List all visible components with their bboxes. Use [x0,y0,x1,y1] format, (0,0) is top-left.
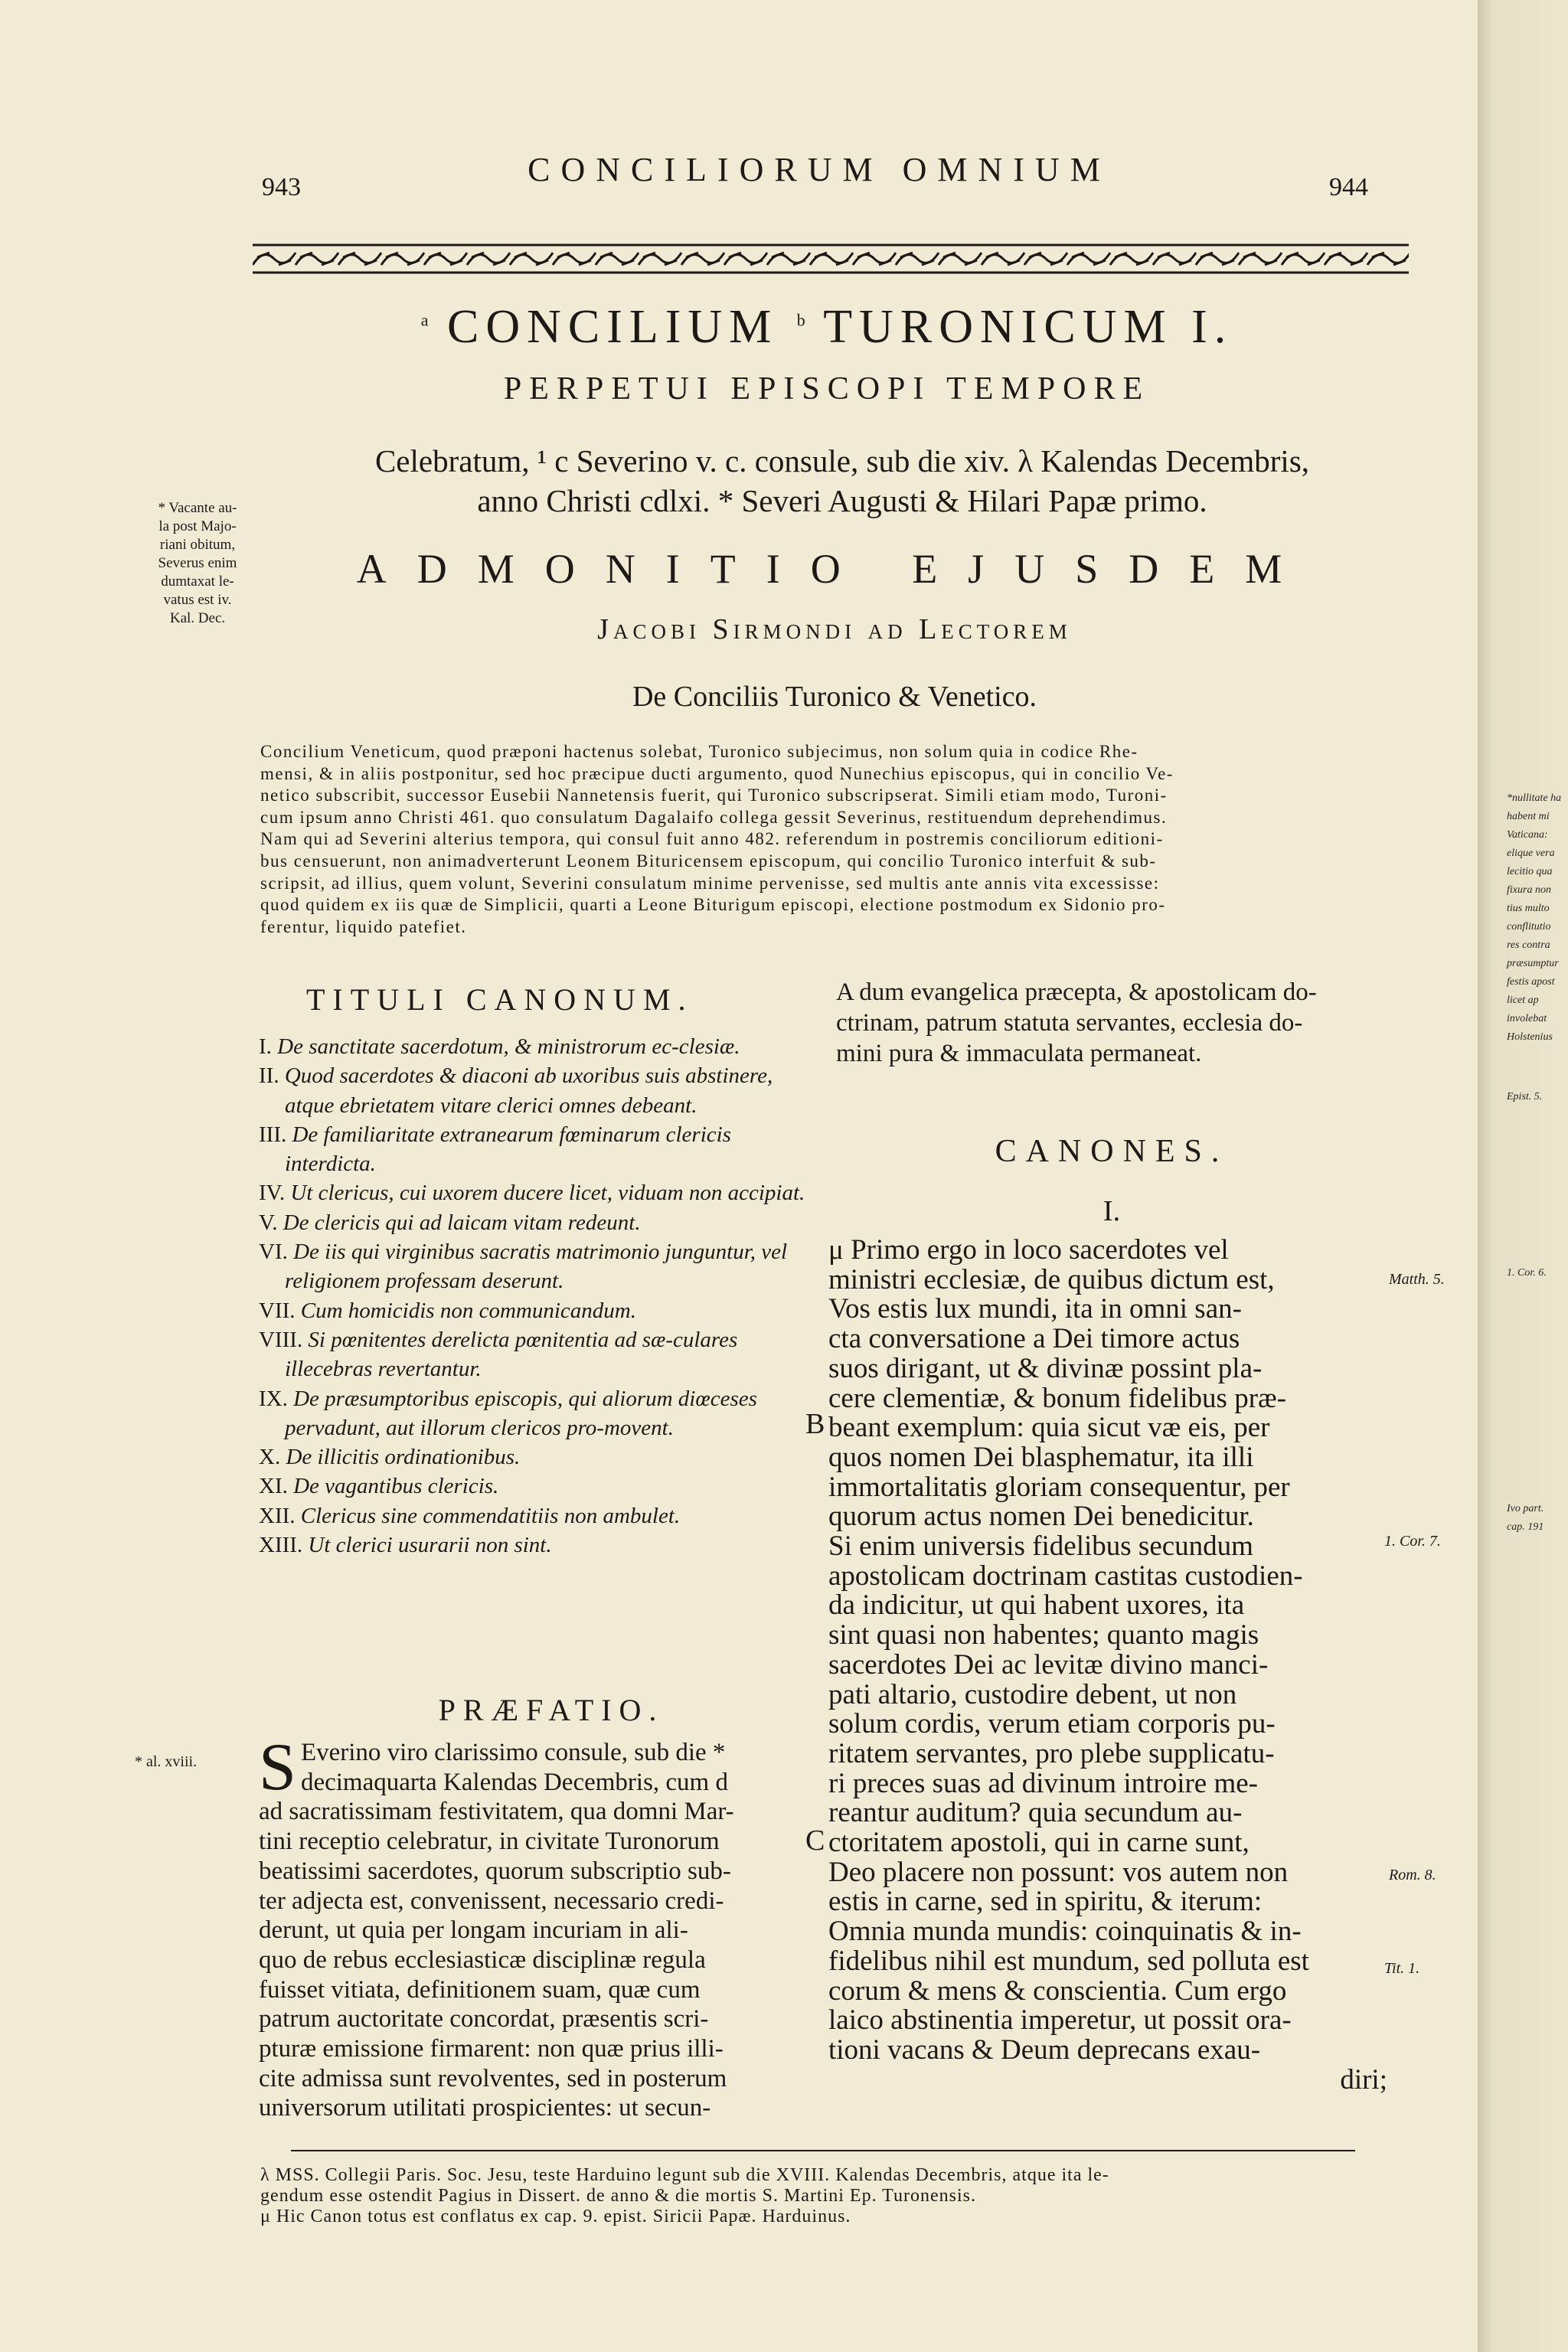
next-page-note: fixura non [1507,884,1551,896]
tituli-item [259,1120,807,1179]
canon-line: Omnia munda mundis: coinquinatis & in- [828,1916,1302,1948]
tituli-item [259,1237,807,1296]
running-title: CONCILIORUM OMNIUM [528,151,1111,188]
tituli-item-text: Cum homicidis non communicandum. [300,1298,636,1323]
next-page-note: 1. Cor. 6. [1507,1267,1547,1279]
canon-line: estis in carne, sed in spiritu, & iterum: [828,1886,1263,1918]
tituli-item-text: De iis qui virginibus sacratis matrimonio junguntur, vel religionem professam deserunt. [285,1240,788,1294]
tituli-item-text: Ut clerici usurarii non sint. [308,1533,552,1558]
next-page-note: tius multo [1507,903,1550,914]
next-page-note: festis apost [1507,976,1555,988]
ornament-swirl [553,253,596,265]
tituli-item-number: XII. [259,1503,301,1528]
ornament-swirl [1110,253,1153,265]
intro-line: bus censuerunt, non animadverterunt Leonem Bituricensem episcopum, qui concilio Turonico interfuit & sub- [260,851,1157,871]
canon-text [828,1236,1387,2095]
margin-note-line: riani obitum, [159,537,236,553]
ornament-swirl [767,253,810,265]
ornament-swirl [1367,253,1409,265]
tituli-item-text: Si pœnitentes derelicta pœnitentia ad sæ-culares illecebras revertantur. [285,1327,738,1382]
praefatio-line: pturæ emissione firmarent: non quæ prius illi- [259,2035,724,2063]
tituli-item-number: X. [259,1445,286,1470]
ornament-swirl [467,253,510,265]
tituli-item-number: XI. [259,1474,294,1499]
ornament-swirl [1196,253,1239,265]
praefatio-line: fuisset vitiata, definitionem suam, quæ cum [259,1975,701,2004]
canon-line: cere clementiæ, & bonum fidelibus præ- [828,1382,1287,1414]
canon-line: apostolicam doctrinam castitas custodien- [828,1560,1303,1592]
footnote-line: λ MSS. Collegii Paris. Soc. Jesu, teste Harduino legunt sub die XVIII. Kalendas Decembris, atque ita le- [260,2165,1109,2185]
celebration-line-1: Celebratum, ¹ c Severino v. c. consule, sub die xiv. λ Kalendas Decembris, [374,443,1310,479]
ornament-swirl [596,253,639,265]
next-page-note: elique vera [1507,848,1555,859]
canon-line: quos nomen Dei blasphematur, ita illi [828,1441,1254,1473]
canon-line: sacerdotes Dei ac levitæ divino manci- [828,1648,1269,1681]
next-page-note: licet ap [1507,995,1539,1006]
praefatio-line: universorum utilitati prospicientes: ut secun- [259,2094,711,2122]
tituli-item [259,1325,807,1384]
ornament-swirl [1024,253,1067,265]
next-page-note: res contra [1507,939,1550,951]
text-line: A dum evangelica præcepta, & apostolicam do- [836,978,1317,1006]
celebration-statement [322,441,1363,521]
tituli-item [259,1442,807,1472]
sidenote-cor: 1. Cor. 7. [1384,1533,1441,1550]
next-page-note: conflitutio [1507,921,1551,933]
tituli-item-number: III. [259,1122,292,1147]
text-line: ctrinam, patrum statuta servantes, ecclesia do- [836,1009,1303,1037]
ornament-swirl [810,253,853,265]
sidenote-matth: Matth. 5. [1389,1271,1445,1288]
council-subtitle: PERPETUI EPISCOPI TEMPORE [503,371,1151,407]
tituli-item-number: I. [259,1034,278,1059]
ornament-swirl [896,253,939,265]
ornament-swirl [1282,253,1325,265]
next-page-note: Epist. 5. [1507,1091,1543,1102]
canon-intro-text [836,977,1387,1069]
canon-line: immortalitatis gloriam consequentur, per [828,1471,1290,1503]
ornament-swirl [1239,253,1282,265]
ornament-swirl [424,253,467,265]
tituli-item [259,1061,807,1120]
intro-line: quod quidem ex iis quæ de Simplicii, quarti a Leone Biturigum episcopi, electione postmodum ex Sidonio pro- [260,895,1166,915]
sidenote-tit: Tit. 1. [1384,1960,1420,1977]
praefatio-line: derunt, ut quia per longam incuriam in ali- [259,1916,688,1945]
ornament-swirl [939,253,982,265]
praefatio-line: decimaquarta Kalendas Decembris, cum d [300,1768,728,1796]
tituli-item-text: De sanctitate sacerdotum, & ministrorum ec-clesiæ. [277,1034,740,1059]
tituli-item-text: Ut clericus, cui uxorem ducere licet, viduam non accipiat. [290,1181,805,1206]
tituli-item-number: II. [259,1063,285,1089]
tituli-item [259,1032,807,1061]
canon-line: da indicitur, ut qui habent uxores, ita [828,1589,1245,1622]
ornament-swirl [381,253,424,265]
tituli-item-number: VII. [259,1298,301,1323]
tituli-item-number: IV. [259,1181,291,1206]
title-word-concilium: CONCILIUM [446,301,779,353]
page-number-left: 943 [262,173,301,201]
tituli-item-text: De illicitis ordinationibus. [286,1445,521,1470]
canon-line: beant exemplum: quia sicut væ eis, per [828,1412,1270,1444]
ornament-swirl [253,253,296,265]
ornament-swirl [338,253,381,265]
canon-line: Vos estis lux mundi, ita in omni san- [828,1293,1242,1325]
intro-line: scripsit, ad illius, quem volunt, Severini consulatum minime pervenisse, sed multis ante annis vita excessisse: [260,873,1160,893]
tituli-item [259,1178,807,1207]
intro-line: cum ipsum anno Christi 461. quo consulatum Dagalaifo collega gessit Severinus, restituendum deprehendimus. [260,807,1168,827]
tituli-item-text: Clericus sine commendatitiis non ambulet. [300,1503,681,1528]
page-number-right: 944 [1329,173,1368,201]
ornament-swirl [681,253,724,265]
next-page-note: Ivo part. [1507,1503,1544,1514]
margin-note-line: la post Majo- [158,518,237,534]
canon-line: pati altario, custodire debent, ut non [828,1678,1237,1710]
footnotes [260,2165,1393,2227]
section-letter-c: C [805,1824,825,1857]
tituli-item [259,1208,807,1237]
canon-number: I. [1102,1195,1121,1227]
margin-note-line: Severus enim [158,555,237,571]
canon-line: fidelibus nihil est mundum, sed polluta est [828,1945,1309,1977]
praefatio-line: ad sacratissimam festivitatem, qua domni Mar- [259,1798,734,1826]
footnote-line: μ Hic Canon totus est conflatus ex cap. 9. epist. Siricii Papæ. Harduinus. [260,2207,851,2226]
margin-note-line: dumtaxat le- [161,573,234,590]
margin-note-line: vatus est iv. [163,592,232,608]
canon-line: cta conversatione a Dei timore actus [828,1323,1240,1355]
next-page-note: cap. 191 [1507,1521,1544,1533]
canon-line: ri preces suas ad divinum introire me- [828,1767,1258,1799]
canon-line: quorum actus nomen Dei benedicitur. [828,1501,1254,1533]
ornament-swirl [724,253,767,265]
praefatio-text [259,1730,807,2123]
canon-line: ministri ecclesiæ, de quibus dictum est, [828,1263,1275,1295]
praefatio-line: tini receptio celebratur, in civitate Turonorum [259,1828,720,1856]
ornament-swirl [853,253,896,265]
next-page-note: præsumptur [1507,958,1559,969]
tituli-item-text: De clericis qui ad laicam vitam redeunt. [283,1210,641,1235]
celebration-line-2: anno Christi cdlxi. * Severi Augusti & Hilari Papæ primo. [477,483,1207,518]
praefatio-line: cite admissa sunt revolventes, sed in posterum [259,2064,727,2092]
tituli-list [259,1032,807,1560]
ornament-swirl [639,253,681,265]
praefatio-line: patrum auctoritate concordat, præsentis scri- [259,2005,709,2034]
intro-line: ferentur, liquido patefiet. [260,916,467,936]
canon-line: Si enim universis fidelibus secundum [828,1530,1253,1563]
tituli-item-text: De familiaritate extranearum fœminarum clericis interdicta. [285,1122,731,1177]
tituli-item-number: XIII. [259,1533,309,1558]
tituli-item-text: De vagantibus clericis. [293,1474,499,1499]
sidenote-al: * al. xviii. [135,1753,198,1770]
tituli-heading: TITULI CANONUM. [306,982,694,1017]
canones-heading: CANONES. [995,1134,1229,1169]
footnote-rule [291,2150,1355,2151]
canon-line: reantur auditum? quia secundum au- [828,1797,1243,1829]
section-letter-b: B [805,1408,825,1440]
tituli-item-text: Quod sacerdotes & diaconi ab uxoribus suis abstinere, atque ebrietatem vitare clerici omnes debeant. [284,1063,773,1118]
intro-line: Concilium Veneticum, quod præponi hactenus solebat, Turonico subjecimus, non solum quia in codice Rhe- [260,742,1138,761]
ornament-swirl [510,253,553,265]
text-line: mini pura & immaculata permaneat. [836,1040,1202,1067]
margin-note-left [132,499,263,628]
ornament-swirl [296,253,338,265]
ornament-swirl [1325,253,1367,265]
tituli-item-number: VI. [259,1240,294,1265]
next-page-note: involebat [1507,1013,1547,1024]
canon-line: μ Primo ergo in loco sacerdotes vel [828,1234,1229,1266]
intro-line: mensi, & in aliis postponitur, sed hoc præcipue ducti argumento, quod Nunechius episcopus, qui in concilio Ve- [260,763,1174,783]
praefatio-line: ter adjecta est, convenissent, necessario credi- [259,1886,724,1915]
title-word-turonicum: TURONICUM I. [823,301,1233,353]
council-title [291,300,1363,354]
next-page-note: Vaticana: [1507,829,1548,841]
next-page-note: Holstenius [1507,1031,1553,1043]
canon-line: diri; [1340,2063,1387,2096]
decorative-ornament-band [253,242,1409,276]
tituli-item-number: VIII. [259,1327,309,1352]
ornament-swirl [1153,253,1196,265]
tituli-item [259,1472,807,1501]
sidenote-rom: Rom. 8. [1389,1867,1436,1883]
next-page-note: lecitio qua [1507,866,1553,877]
ornament-swirl [1067,253,1110,265]
next-page-note: *nullitate ha [1507,792,1562,804]
footnote-marker-b: b [796,310,805,330]
canon-line: ctoritatem apostoli, qui in carne sunt, [828,1827,1250,1859]
admonitio-author: Jacobi Sirmondi ad Lectorem [597,613,1072,645]
next-page-edge [1478,0,1568,2352]
intro-line: netico subscribit, successor Eusebii Nannetensis fuerit, qui Turonico subscripserat. Simili etiam modo, Turoni- [260,786,1168,805]
canon-line: tioni vacans & Deum deprecans exau- [828,2034,1261,2066]
canon-line: corum & mens & conscientia. Cum ergo [828,1975,1287,2007]
praefatio-line: beatissimi sacerdotes, quorum subscriptio sub- [259,1857,731,1885]
praefatio-line: Everino viro clarissimo consule, sub die * [300,1739,726,1766]
canon-line: suos dirigant, ut & divinæ possint pla- [828,1352,1263,1384]
next-page-note: habent mi [1507,811,1550,822]
tituli-item [259,1501,807,1530]
margin-note-line: * Vacante au- [158,500,237,516]
praefatio-heading: PRÆFATIO. [438,1693,665,1727]
admonitio-heading: ADMONITIO EJUSDEM [356,546,1313,592]
intro-line: Nam qui ad Severini alterius tempora, qui consul fuit anno 482. referendum in postremis conciliorum editioni- [260,829,1164,849]
praefatio-line: quo de rebus ecclesiasticæ disciplinæ regula [259,1945,706,1974]
admonitio-text [260,741,1401,938]
ornament-swirl [982,253,1024,265]
canon-line: ritatem servantes, pro plebe supplicatu- [828,1737,1275,1769]
drop-cap: S [259,1730,296,1805]
tituli-item [259,1384,807,1443]
canon-line: sint quasi non habentes; quanto magis [828,1619,1259,1651]
footnote-marker-a: a [420,310,429,330]
admonitio-topic: De Conciliis Turonico & Venetico. [632,681,1037,713]
tituli-item-text: De præsumptoribus episcopis, qui aliorum diœceses pervadunt, aut illorum clericos pro-movent. [285,1386,757,1440]
canon-line: Deo placere non possunt: vos autem non [828,1856,1289,1888]
footnote-line: gendum esse ostendit Pagius in Dissert. de anno & die mortis S. Martini Ep. Turonensis. [260,2186,976,2206]
tituli-item-number: IX. [259,1386,294,1411]
canon-line: laico abstinentia imperetur, ut possit ora- [828,2004,1292,2037]
margin-note-line: Kal. Dec. [169,610,226,626]
tituli-item-number: V. [259,1210,283,1235]
tituli-item [259,1530,807,1560]
tituli-item [259,1296,807,1325]
canon-line: solum cordis, verum etiam corporis pu- [828,1708,1276,1740]
